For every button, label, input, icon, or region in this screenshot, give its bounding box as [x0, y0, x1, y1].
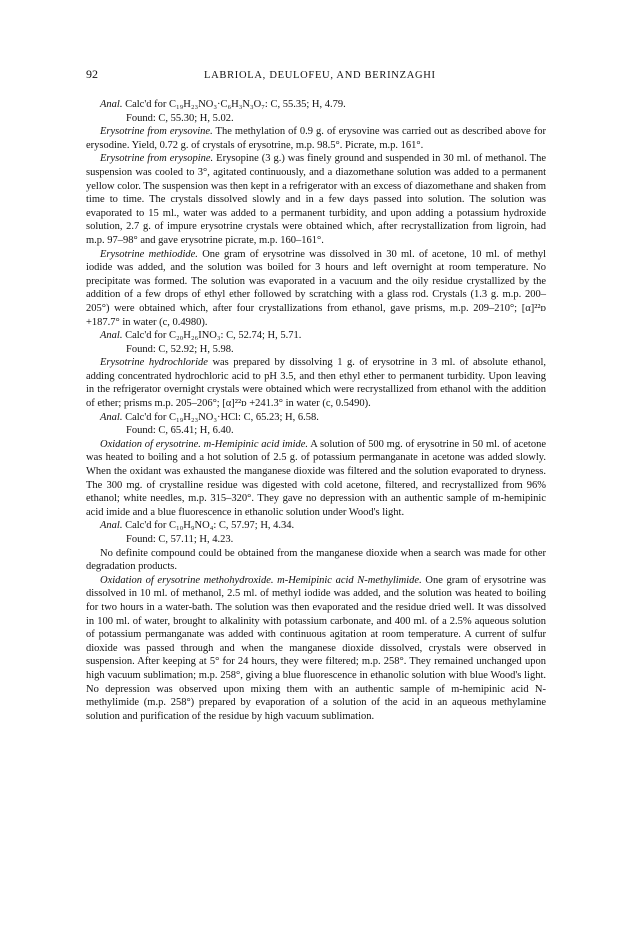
analysis-calculated: Anal. Calc'd for C₁₉H₂₃NO₃·HCl: C, 65.23; H, 6.58. [100, 411, 319, 423]
analysis-found: Found: C, 52.92; H, 5.98. [126, 343, 234, 355]
analysis-calculated: Anal. Calc'd for C₂₀H₂₆INO₃: C, 52.74; H, 5.71. [100, 330, 302, 342]
procedure-paragraph: Erysotrine from erysovine. The methylation of 0.9 g. of erysovine was carried out as described above for erysodine. Yield, 0.72 g. of crystals of erysotrine, m.p. 98.5°. Picrate, m.p. 161°. [86, 126, 546, 151]
article-body [86, 98, 546, 723]
analysis-calculated: Anal. Calc'd for C₁₀H₉NO₄: C, 57.97; H, 4.34. [100, 520, 295, 532]
page-header [86, 68, 546, 82]
procedure-paragraph: Erysotrine from erysopine. Erysopine (3 g.) was finely ground and suspended in 30 ml. of methanol. The suspension was cooled to 3°, agitated continuously, and a diazomethane solution was added to a permanent yellow color. The suspension was then kept in a refrigerator with an excess of diazomethane and shaken from time to time. The crystals dissolved slowly and in a few days passed into solution. The solution was evaporated to 15 ml., water was added to a permanent turbidity, and upon adding a potassium hydroxide solution, 2.7 g. of impure erysotrine crystals were obtained which, after recrystallization from ligroin, had m.p. 97–98° and gave erysotrine picrate, m.p. 160–161°. [86, 153, 546, 246]
procedure-paragraph: Oxidation of erysotrine. m-Hemipinic acid imide. A solution of 500 mg. of erysotrine in 50 ml. of acetone was heated to boiling and a hot solution of 2.5 g. of potassium permanganate in acetone was added slowly. When the oxidant was exhausted the manganese dioxide was filtered and the solution evaporated to dryness. The 300 mg. of crystalline residue was digested with cold acetone, filtered, and recrystallized from 96% ethanol; white needles, m.p. 315–320°. They gave no depression with an authentic sample of m-hemipinic acid imide and a blue fluorescence in ethanolic solution under Wood's light. [86, 438, 546, 518]
procedure-paragraph: Oxidation of erysotrine methohydroxide. m-Hemipinic acid N-methylimide. One gram of erysotrine was dissolved in 10 ml. of methanol, 2.5 ml. of methyl iodide was added, and the solution was heated to boiling for two hours in a water-bath. The solution was then evaporated and the residue dried well. It was dissolved in 100 ml. of water, brought to alkalinity with potassium carbonate, and 400 ml. of a 2.5% aqueous solution of potassium permanganate was added with continuous agitation at room temperature. A current of sulfur dioxide was passed through and when the manganese dioxide dissolved, crystals were observed in suspension. After keeping at 5° for 24 hours, they were filtered; m.p. 258°. They remained unchanged upon high vacuum sublimation; m.p. 258°, giving a blue fluorescence in ethanolic solution with blue Wood's light. No depression was observed upon mixing them with an authentic sample of m-hemipinic acid N-methylimide (m.p. 258°) prepared by evaporation of a solution of the acid in an aqueous methylamine solution and purification of the residue by high vacuum sublimation. [86, 574, 547, 722]
procedure-paragraph: Erysotrine methiodide. One gram of erysotrine was dissolved in 30 ml. of acetone, 10 ml. of methyl iodide was added, and the solution was boiled for 3 hours and left overnight at room temperature. No precipitate was formed. The solution was evaporated in a vacuum and the oily residue crystallized by the addition of a few drops of ethyl ether followed by scratching with a glass rod. Crystals (1.3 g. m.p. 200–205°) were obtained which, after four crystallizations from ethanol, gave prisms, m.p. 209–210°; [α]²²ᴅ +187.7° in water (c, 0.4980). [86, 248, 546, 328]
analysis-found: Found: C, 57.11; H, 4.23. [126, 534, 234, 545]
procedure-paragraph: Erysotrine hydrochloride was prepared by dissolving 1 g. of erysotrine in 3 ml. of absolute ethanol, adding concentrated hydrochloric acid to pH 3.5, and then ethyl ether to permanent turbidity. Upon leaving in the refrigerator overnight crystals were obtained which were recrystallized from ethanol with the addition of ether; prisms m.p. 205–206°; [α]²²ᴅ +241.3° in water (c, 0.5490). [86, 357, 546, 410]
procedure-paragraph: No definite compound could be obtained from the manganese dioxide when a search was made for other degradation products. [86, 547, 546, 573]
analysis-found: Found: C, 55.30; H, 5.02. [126, 112, 234, 124]
analysis-calculated: Anal. Calc'd for C₁₉H₂₃NO₃·C₆H₃N₃O₇: C, 55.35; H, 4.79. [100, 99, 346, 110]
running-title: LABRIOLA, DEULOFEU, AND BERINZAGHI [204, 70, 436, 81]
page-number: 92 [86, 67, 98, 81]
analysis-found: Found: C, 65.41; H, 6.40. [126, 425, 234, 437]
